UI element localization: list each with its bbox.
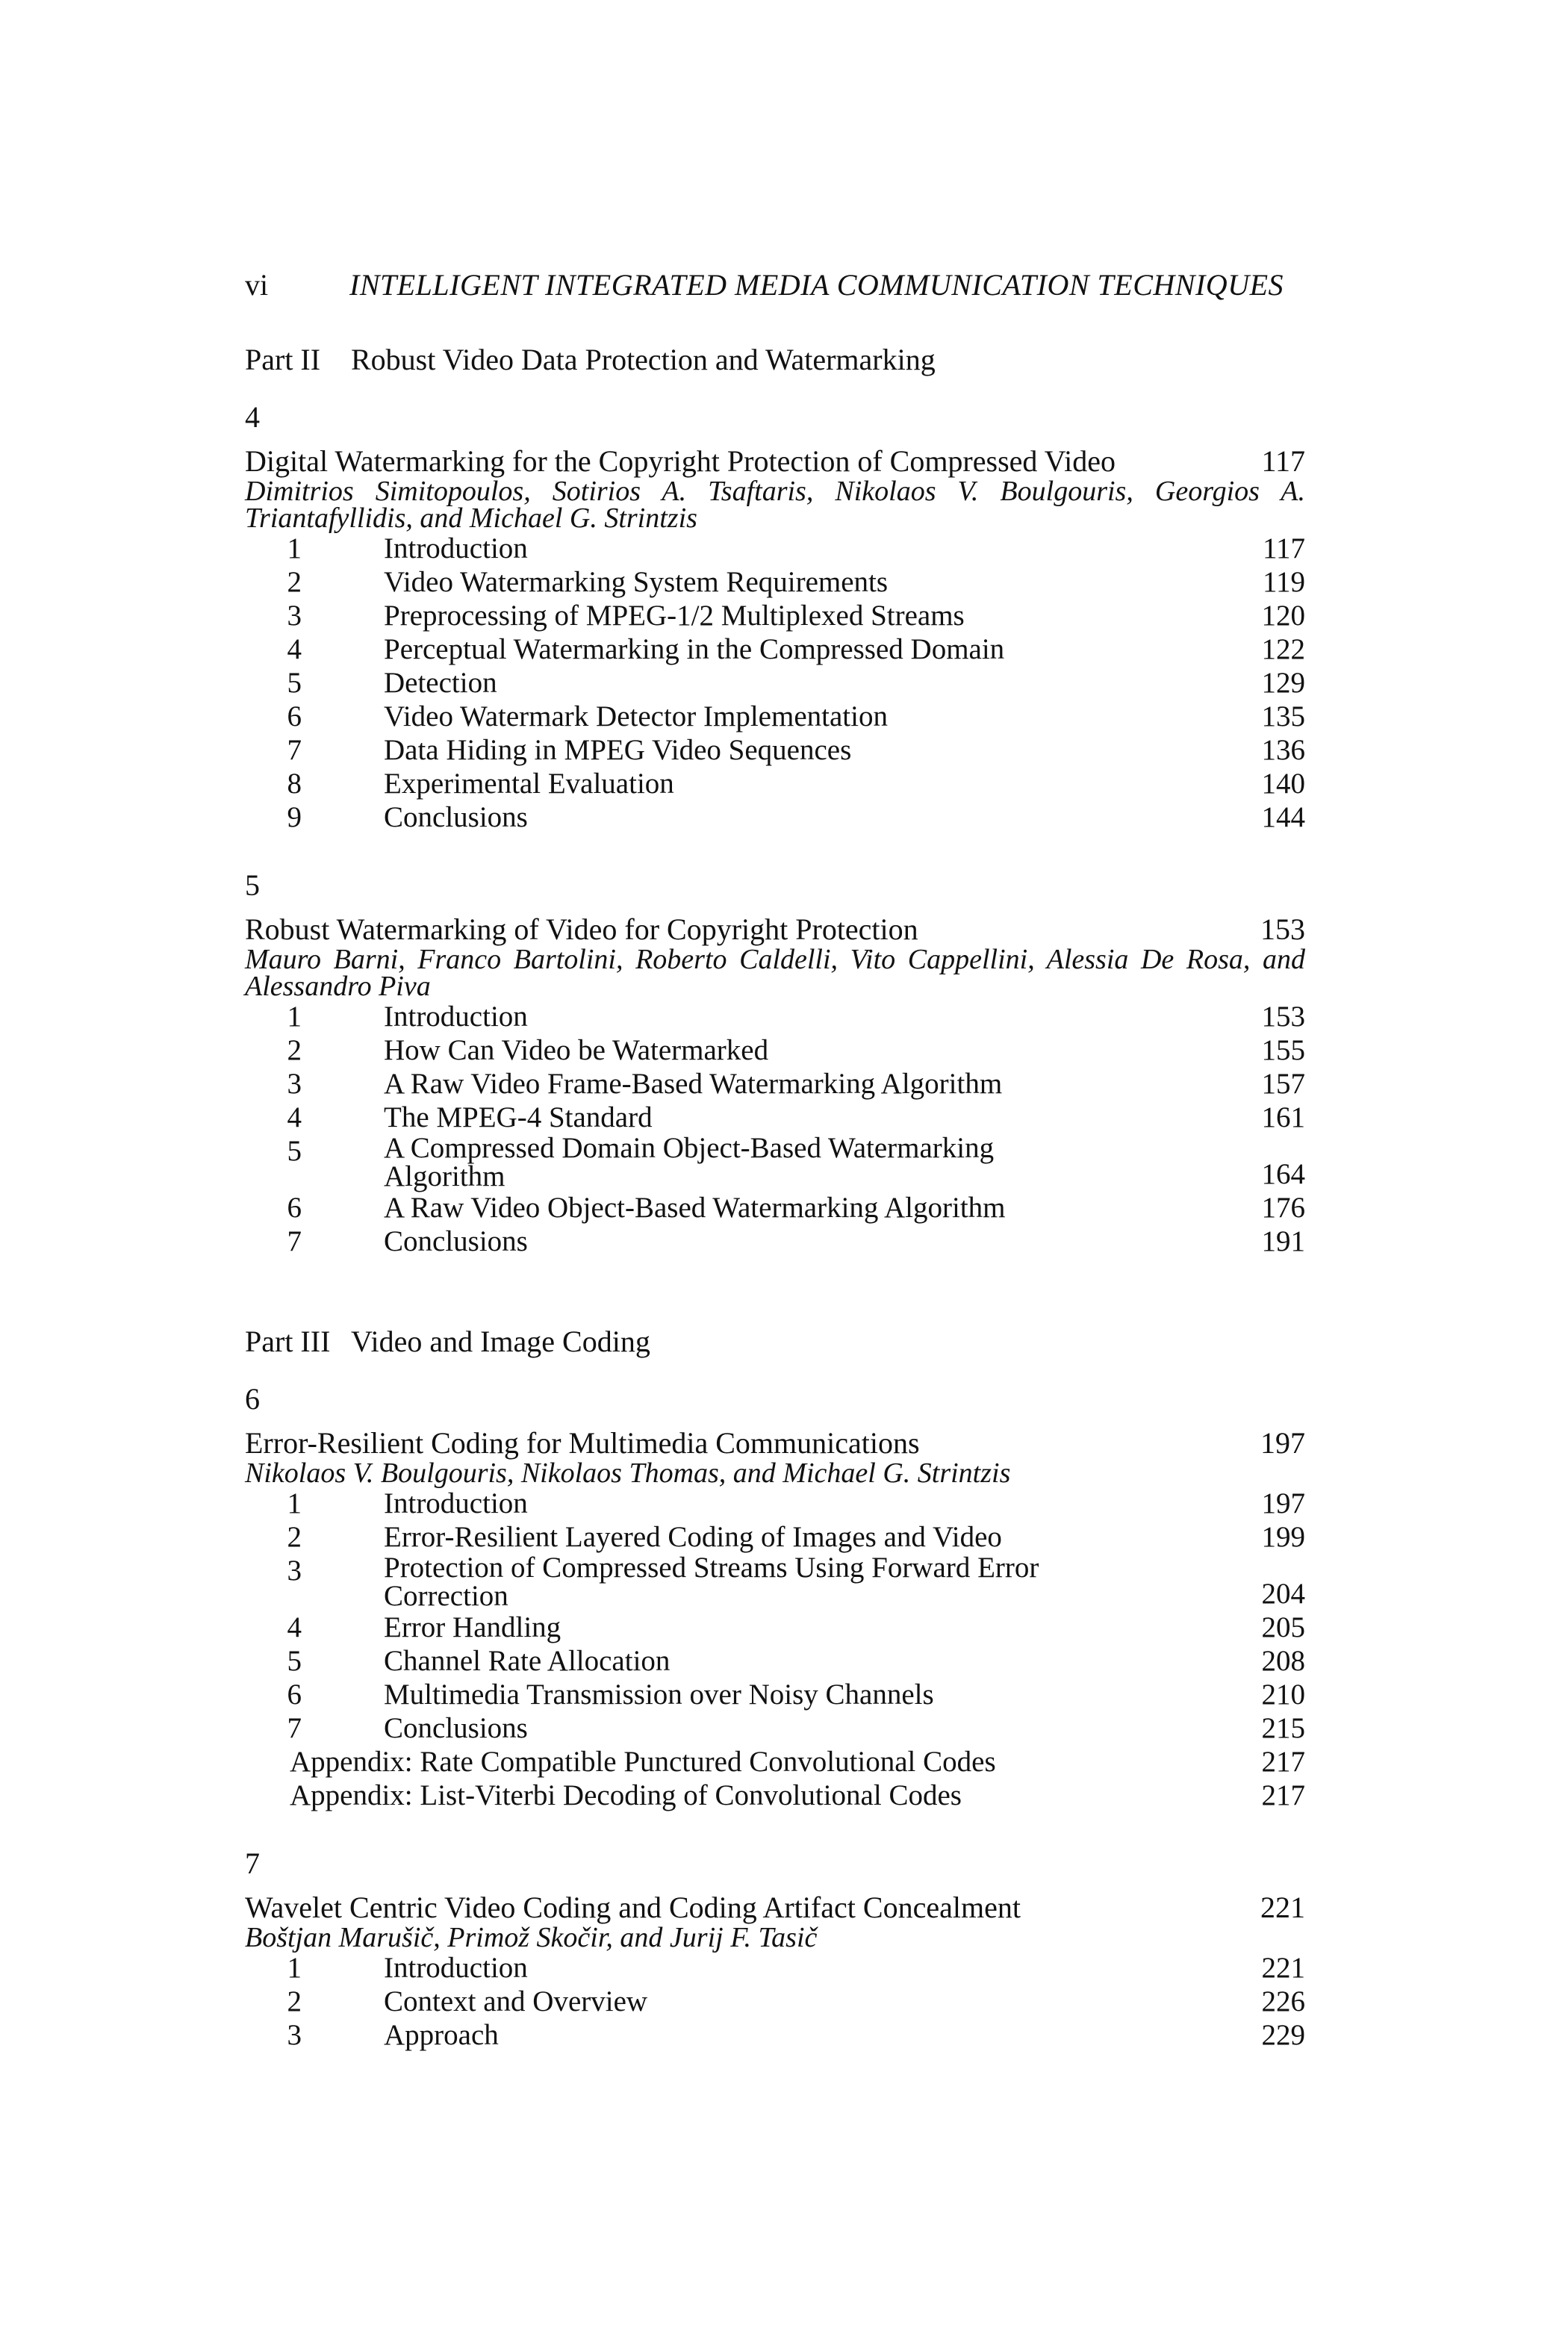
section-title: Multimedia Transmission over Noisy Channels (384, 1679, 934, 1711)
chapter-authors: Boštjan Marušič, Primož Skočir, and Jurij F. Tasič (245, 1922, 818, 1953)
part-title: Robust Video Data Protection and Watermarking (351, 343, 936, 376)
section-title: A Raw Video Frame-Based Watermarking Algorithm (384, 1068, 1003, 1100)
section-page: 119 (1262, 566, 1305, 598)
section-page: 136 (1261, 734, 1305, 766)
section-entry[interactable] (245, 1644, 1305, 1678)
section-entry[interactable] (245, 2018, 1305, 2052)
chapter-title: Error-Resilient Coding for Multimedia Communications (245, 1426, 920, 1460)
section-number: 2 (287, 1034, 302, 1066)
section-title: Video Watermarking System Requirements (384, 566, 889, 598)
section-entry[interactable] (245, 1067, 1305, 1101)
section-number: 1 (287, 532, 302, 564)
section-number: 2 (287, 566, 302, 598)
section-number: 3 (287, 2019, 302, 2051)
section-number: 5 (287, 1645, 302, 1677)
appendix-entry[interactable] (245, 1745, 1305, 1779)
section-page: 135 (1261, 700, 1305, 732)
section-page: 229 (1261, 2019, 1305, 2051)
section-page: 120 (1261, 600, 1305, 632)
section-title: Introduction (384, 1487, 528, 1519)
chapter-page: 197 (1260, 1426, 1305, 1460)
section-title: Detection (384, 667, 497, 699)
section-page: 197 (1261, 1487, 1305, 1519)
section-title: Data Hiding in MPEG Video Sequences (384, 734, 852, 766)
chapter-page: 221 (1260, 1891, 1305, 1924)
section-entry[interactable] (245, 733, 1305, 767)
book-title: INTELLIGENT INTEGRATED MEDIA COMMUNICATION TECHNIQUES (349, 268, 1284, 302)
section-entry[interactable] (245, 1554, 1305, 1611)
section-title: A Raw Video Object-Based Watermarking Algorithm (384, 1192, 1006, 1224)
section-page: 161 (1261, 1101, 1305, 1133)
section-page: 144 (1261, 801, 1305, 833)
section-title: Conclusions (384, 801, 528, 833)
section-page: 129 (1261, 667, 1305, 699)
section-entry[interactable] (245, 1000, 1305, 1033)
section-page: 204 (1261, 1578, 1305, 1610)
section-entry[interactable] (245, 1191, 1305, 1225)
section-title: Approach (384, 2019, 499, 2051)
section-page: 210 (1261, 1679, 1305, 1711)
section-page: 176 (1261, 1192, 1305, 1224)
running-head (245, 267, 1305, 303)
section-page: 155 (1261, 1034, 1305, 1066)
appendix-page: 217 (1261, 1746, 1305, 1778)
chapter-number: 4 (245, 400, 260, 434)
section-title: Conclusions (384, 1712, 528, 1744)
chapter-authors: Dimitrios Simitopoulos, Sotirios A. Tsaftaris, Nikolaos V. Boulgouris, Georgios A. Triantafyllidis, and Michael G. Strintzis (245, 476, 1305, 534)
section-number: 6 (287, 700, 302, 732)
section-entry[interactable] (245, 1711, 1305, 1745)
section-number: 2 (287, 1521, 302, 1553)
chapter-entry (245, 1847, 1305, 2052)
appendix-title: Appendix: List-Viterbi Decoding of Convolutional Codes (290, 1779, 962, 1811)
section-entry[interactable] (245, 1611, 1305, 1644)
section-entry[interactable] (245, 1678, 1305, 1711)
section-title: Perceptual Watermarking in the Compressed Domain (384, 633, 1005, 665)
section-number: 4 (287, 1101, 302, 1133)
section-page: 191 (1261, 1225, 1305, 1257)
section-title: A Compressed Domain Object-Based Watermarking Algorithm (384, 1132, 995, 1192)
section-title: Experimental Evaluation (384, 768, 674, 800)
section-number: 6 (287, 1679, 302, 1711)
chapter-number: 6 (245, 1382, 260, 1416)
section-title: Video Watermark Detector Implementation (384, 700, 888, 732)
appendix-page: 217 (1261, 1779, 1305, 1811)
chapter-title: Digital Watermarking for the Copyright Protection of Compressed Video (245, 444, 1116, 478)
toc-page (245, 267, 1305, 2052)
section-entry[interactable] (245, 1134, 1305, 1191)
section-number: 3 (287, 1555, 302, 1587)
chapter-title-row[interactable] (245, 1427, 1305, 1460)
chapter-number: 7 (245, 1847, 260, 1880)
section-title: Channel Rate Allocation (384, 1645, 671, 1677)
part-label: Part III (245, 1325, 331, 1358)
section-title: Conclusions (384, 1225, 528, 1257)
section-number: 3 (287, 600, 302, 632)
section-number: 5 (287, 667, 302, 699)
section-page: 122 (1261, 633, 1305, 665)
section-page: 221 (1261, 1952, 1305, 1984)
section-title: How Can Video be Watermarked (384, 1034, 769, 1066)
chapter-page: 153 (1260, 912, 1305, 946)
part-title: Video and Image Coding (351, 1325, 650, 1358)
section-list (245, 1000, 1305, 1258)
section-entry[interactable] (245, 1033, 1305, 1067)
section-entry[interactable] (245, 632, 1305, 666)
section-title: Introduction (384, 1001, 528, 1033)
section-title: Error Handling (384, 1611, 561, 1643)
section-entry[interactable] (245, 1487, 1305, 1520)
chapter-page: 117 (1261, 444, 1305, 478)
section-entry[interactable] (245, 565, 1305, 599)
section-title: Error-Resilient Layered Coding of Images and Video (384, 1521, 1002, 1553)
section-page: 164 (1261, 1158, 1305, 1190)
section-list (245, 532, 1305, 834)
section-page: 153 (1261, 1001, 1305, 1033)
section-number: 5 (287, 1135, 302, 1167)
section-number: 6 (287, 1192, 302, 1224)
section-title: Preprocessing of MPEG-1/2 Multiplexed Streams (384, 600, 965, 632)
chapter-entry (245, 400, 1305, 834)
chapter-title-row[interactable] (245, 913, 1305, 946)
section-number: 7 (287, 734, 302, 766)
chapter-title: Robust Watermarking of Video for Copyright Protection (245, 912, 918, 946)
section-list (245, 1487, 1305, 1812)
section-number: 4 (287, 633, 302, 665)
chapter-authors: Nikolaos V. Boulgouris, Nikolaos Thomas, and Michael G. Strintzis (245, 1457, 1011, 1489)
section-number: 2 (287, 1985, 302, 2017)
section-number: 9 (287, 801, 302, 833)
chapter-title-row[interactable] (245, 1891, 1305, 1924)
section-page: 205 (1261, 1611, 1305, 1643)
section-page: 215 (1261, 1712, 1305, 1744)
part-heading (245, 1324, 1305, 1360)
section-number: 8 (287, 768, 302, 800)
section-number: 1 (287, 1952, 302, 1984)
section-page: 117 (1262, 532, 1305, 564)
appendix-title: Appendix: Rate Compatible Punctured Convolutional Codes (290, 1746, 996, 1778)
section-list (245, 1951, 1305, 2052)
section-number: 7 (287, 1712, 302, 1744)
section-number: 3 (287, 1068, 302, 1100)
section-number: 7 (287, 1225, 302, 1257)
section-page: 226 (1261, 1985, 1305, 2017)
section-entry[interactable] (245, 1951, 1305, 1985)
section-title: The MPEG-4 Standard (384, 1101, 653, 1133)
section-entry[interactable] (245, 1520, 1305, 1554)
section-entry[interactable] (245, 666, 1305, 700)
section-entry[interactable] (245, 767, 1305, 800)
chapter-authors: Mauro Barni, Franco Bartolini, Roberto Caldelli, Vito Cappellini, Alessia De Rosa, and Alessandro Piva (245, 944, 1305, 1002)
chapter-title: Wavelet Centric Video Coding and Coding Artifact Concealment (245, 1891, 1021, 1924)
section-number: 1 (287, 1487, 302, 1519)
section-title: Protection of Compressed Streams Using Forward Error Correction (384, 1552, 1039, 1612)
appendix-entry[interactable] (245, 1779, 1305, 1812)
section-page: 208 (1261, 1645, 1305, 1677)
section-entry[interactable] (245, 1101, 1305, 1134)
section-entry[interactable] (245, 599, 1305, 632)
chapter-entry (245, 1382, 1305, 1812)
section-entry[interactable] (245, 800, 1305, 834)
section-page: 199 (1261, 1521, 1305, 1553)
section-title: Introduction (384, 532, 528, 564)
part-label: Part II (245, 343, 321, 376)
section-entry[interactable] (245, 532, 1305, 565)
section-number: 4 (287, 1611, 302, 1643)
section-title: Context and Overview (384, 1985, 648, 2017)
page-folio: vi (245, 268, 269, 302)
section-entry[interactable] (245, 1225, 1305, 1258)
chapter-title-row[interactable] (245, 445, 1305, 478)
section-page: 140 (1261, 768, 1305, 800)
chapter-entry (245, 868, 1305, 1258)
section-title: Introduction (384, 1952, 528, 1984)
section-entry[interactable] (245, 1985, 1305, 2018)
part-heading (245, 342, 1305, 378)
section-entry[interactable] (245, 700, 1305, 733)
section-page: 157 (1261, 1068, 1305, 1100)
section-number: 1 (287, 1001, 302, 1033)
chapter-number: 5 (245, 868, 260, 902)
